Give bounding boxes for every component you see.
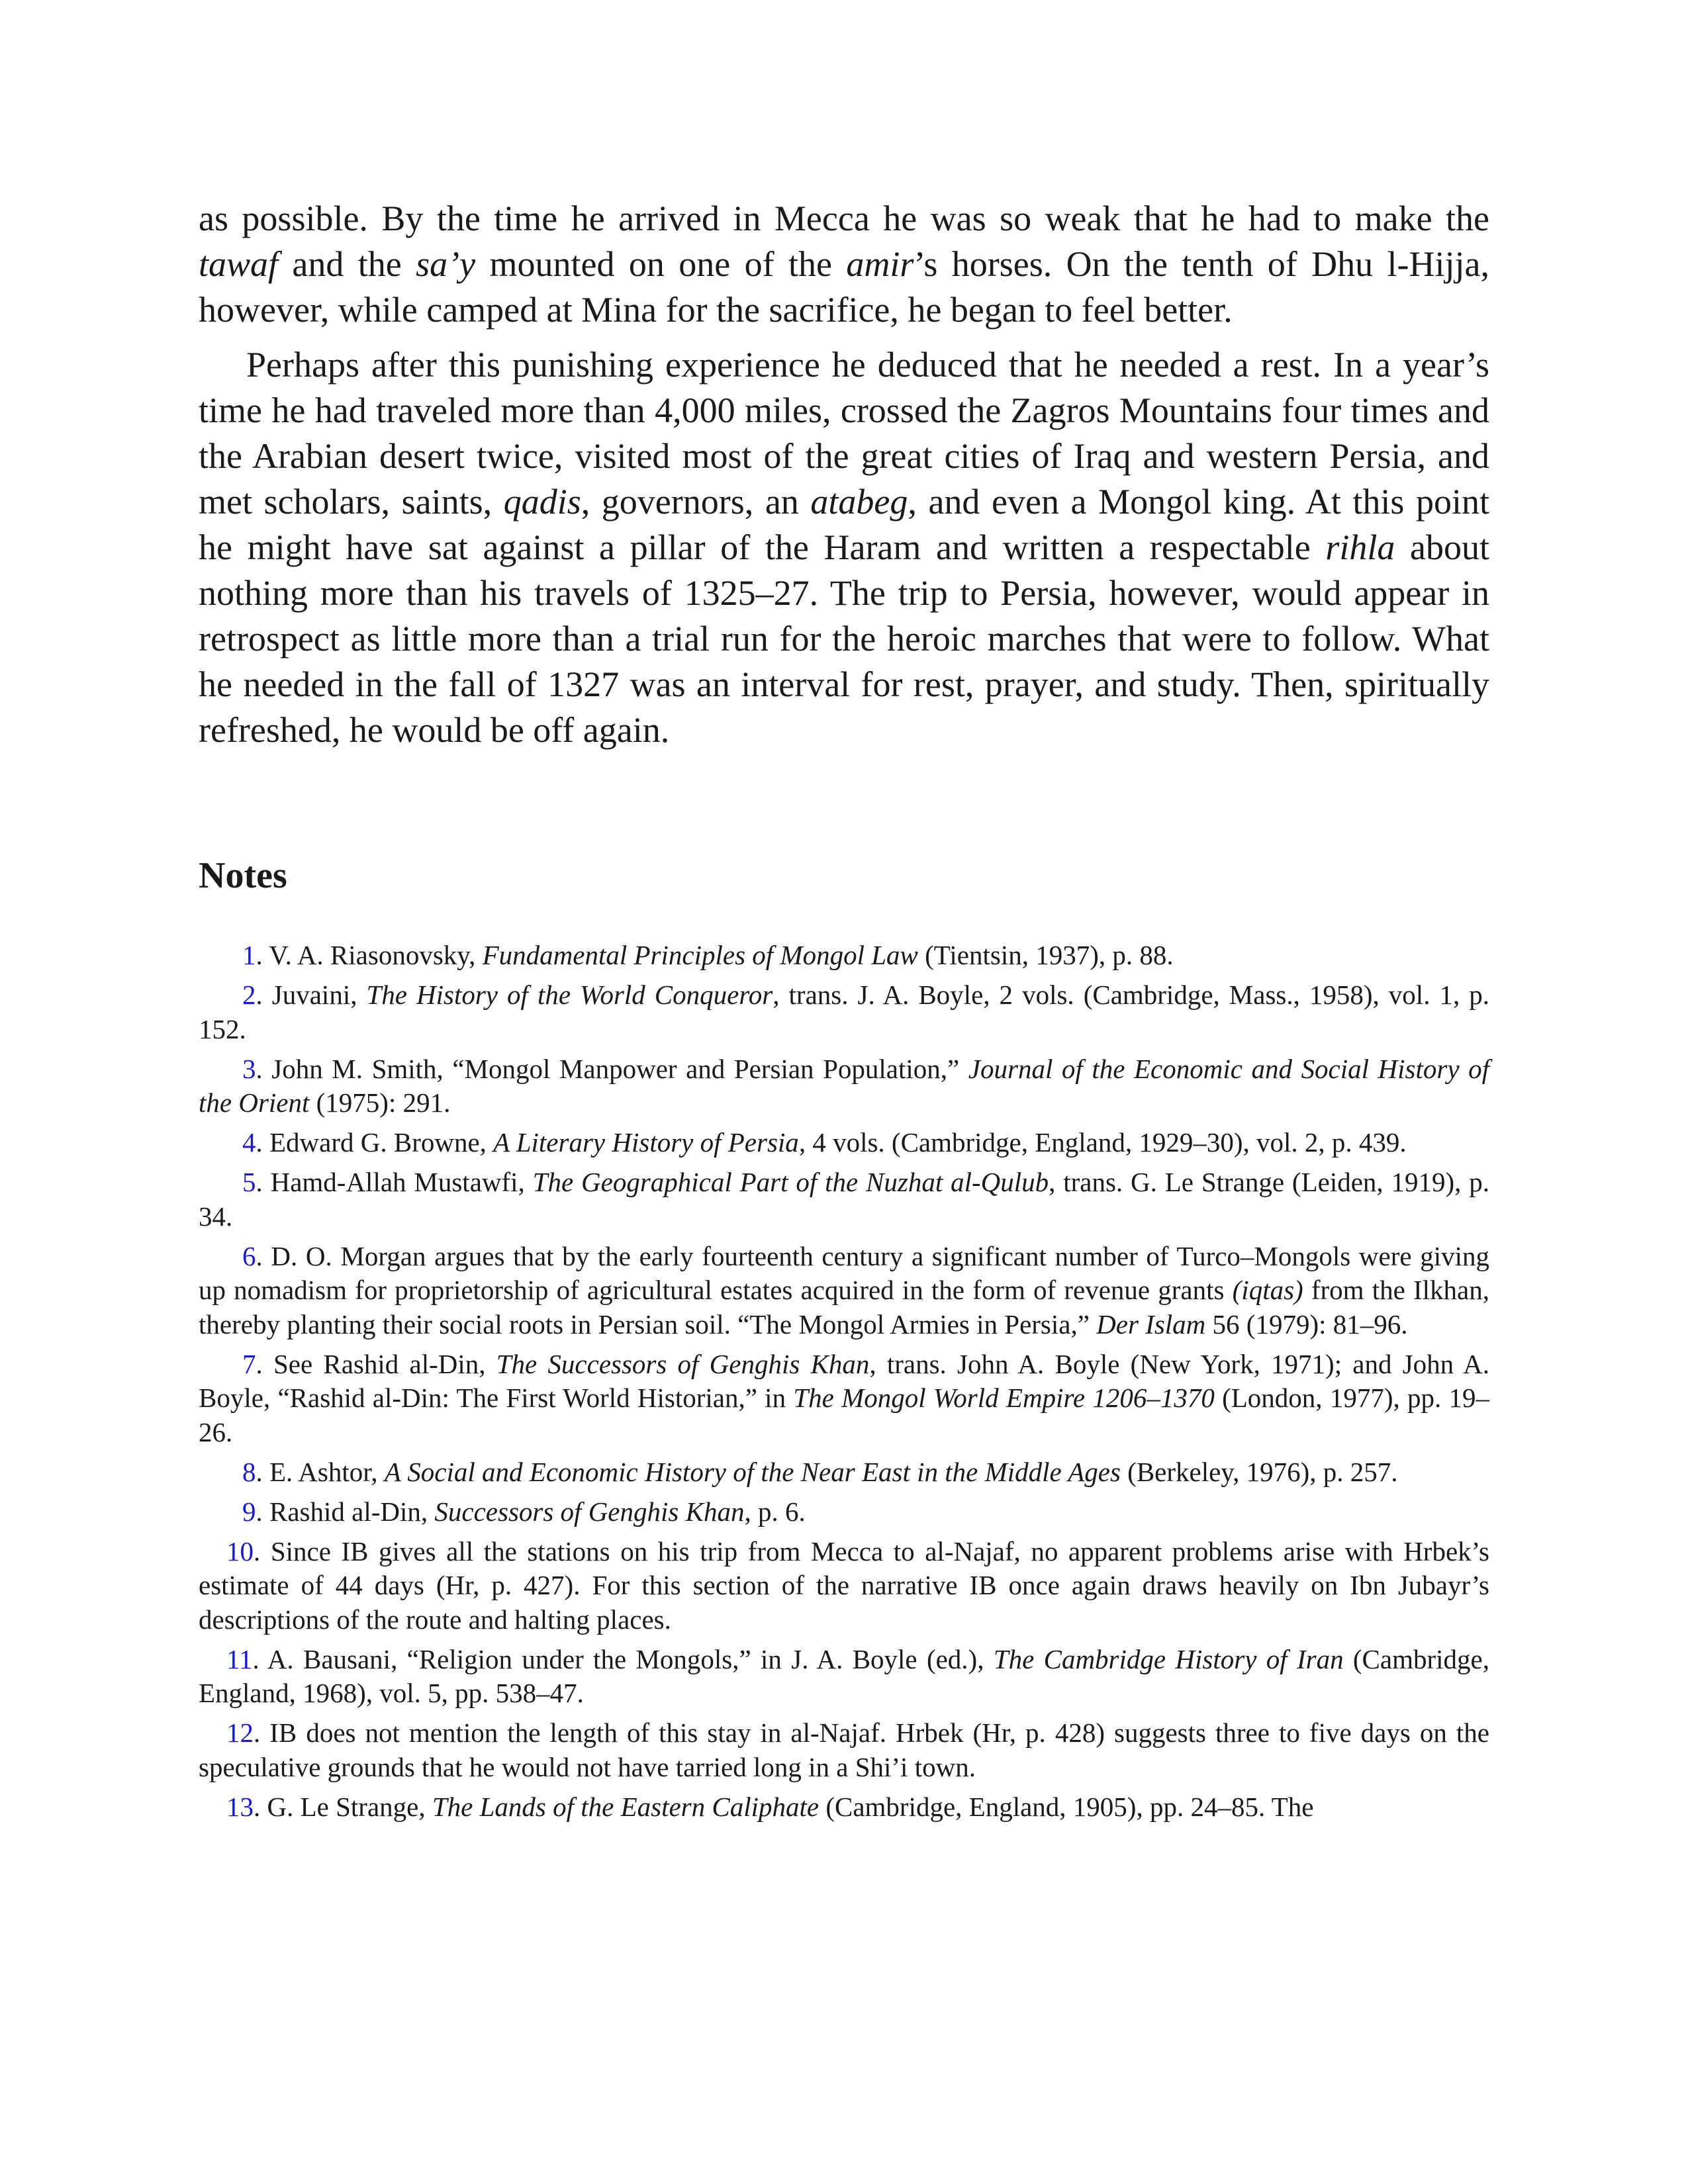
note-text: , trans. John A. Boyle (New York, 1971); and John A. Boyle, “Rashid al-Din: The First World Historian,” in xyxy=(199,1348,1489,1413)
text-run: mounted on one of the xyxy=(475,244,847,284)
italic-text: amir xyxy=(846,244,914,284)
note-text: . G. Le Strange, xyxy=(254,1791,432,1822)
text-run: ’s horses. On the tenth of Dhu l-Hijja, however, while camped at Mina for the sacrifice, he began to feel better. xyxy=(199,244,1489,330)
note-text: (1975): 291. xyxy=(309,1087,451,1118)
italic-text: atabeg xyxy=(810,482,908,522)
text-run: Perhaps after this punishing experience he deduced that he needed a rest. In a year’s time he had traveled more than 4,000 miles, crossed the Zagros Mountains four times and the Arabian desert twice, visited most of the great cities of Iraq and western Persia, and met scholars, saints, xyxy=(199,345,1489,522)
italic-text: The Successors of Genghis Khan xyxy=(496,1348,870,1379)
italic-text: The Geographical Part of the Nuzhat al-Qulub xyxy=(532,1167,1049,1197)
note-text: . D. O. Morgan argues that by the early fourteenth century a significant number of Turco–Mongols were giving up nomadism for proprietorship of agricultural estates acquired in the form of revenue grants xyxy=(199,1240,1489,1305)
note-item xyxy=(199,1716,1489,1784)
note-text: . Hamd-Allah Mustawfi, xyxy=(256,1167,533,1197)
note-text: , trans. J. A. Boyle, 2 vols. (Cambridge, Mass., 1958), vol. 1, p. 152. xyxy=(199,979,1489,1044)
note-text: . V. A. Riasonovsky, xyxy=(256,940,483,970)
note-text: . See Rashid al-Din, xyxy=(256,1348,496,1379)
note-item xyxy=(199,1126,1489,1160)
note-item xyxy=(199,1165,1489,1234)
note-text: . John M. Smith, “Mongol Manpower and Persian Population,” xyxy=(256,1053,968,1084)
note-text: . Since IB gives all the stations on his trip from Mecca to al-Najaf, no apparent problems arise with Hrbek’s estimate of 44 days (Hr, p. 427). For this section of the narrative IB once again draws heavily on Ibn Jubayr’s descriptions of the route and halting places. xyxy=(199,1535,1489,1635)
italic-text: Der Islam xyxy=(1096,1308,1206,1340)
note-number-link[interactable]: 4 xyxy=(242,1127,256,1158)
note-item xyxy=(199,1535,1489,1637)
note-item xyxy=(199,938,1489,973)
italic-text: A Literary History of Persia xyxy=(493,1127,799,1158)
note-item xyxy=(199,1790,1489,1825)
note-text: , 4 vols. (Cambridge, England, 1929–30), vol. 2, p. 439. xyxy=(798,1127,1407,1158)
italic-text: A Social and Economic History of the Near East in the Middle Ages xyxy=(384,1456,1121,1487)
note-item xyxy=(199,1455,1489,1490)
note-item xyxy=(199,1347,1489,1450)
italic-text: (iqtas) xyxy=(1232,1275,1303,1305)
note-number-link[interactable]: 3 xyxy=(242,1053,256,1084)
note-text: , p. 6. xyxy=(744,1496,806,1527)
note-text: 56 (1979): 81–96. xyxy=(1205,1308,1408,1340)
note-item xyxy=(199,1240,1489,1342)
notes-list xyxy=(199,938,1489,1824)
italic-text: The Lands of the Eastern Caliphate xyxy=(432,1791,820,1822)
body-text xyxy=(199,196,1489,753)
note-text: (Berkeley, 1976), p. 257. xyxy=(1120,1456,1398,1487)
note-number-link[interactable]: 5 xyxy=(242,1167,256,1197)
text-run: , governors, an xyxy=(581,482,811,522)
note-item xyxy=(199,1643,1489,1711)
note-text: (Cambridge, England, 1968), vol. 5, pp. 538–47. xyxy=(199,1643,1489,1708)
italic-text: qadis xyxy=(503,482,581,522)
italic-text: rihla xyxy=(1325,527,1395,567)
note-text: . E. Ashtor, xyxy=(256,1456,385,1487)
note-text: , trans. G. Le Strange (Leiden, 1919), p. 34. xyxy=(199,1167,1490,1232)
note-text: from the Ilkhan, thereby planting their social roots in Persian soil. “The Mongol Armies in Persia,” xyxy=(199,1275,1489,1340)
italic-text: sa’y xyxy=(416,244,476,284)
note-number-link[interactable]: 7 xyxy=(242,1348,256,1379)
note-number-link[interactable]: 11 xyxy=(226,1643,253,1674)
note-text: . Juvaini, xyxy=(256,979,367,1010)
note-item xyxy=(199,978,1489,1046)
note-number-link[interactable]: 8 xyxy=(242,1456,256,1487)
page xyxy=(199,196,1489,1830)
note-number-link[interactable]: 6 xyxy=(242,1240,256,1271)
note-number-link[interactable]: 13 xyxy=(226,1791,254,1822)
text-run: as possible. By the time he arrived in Mecca he was so weak that he had to make the xyxy=(199,199,1489,238)
text-run: , and even a Mongol king. At this point he might have sat against a pillar of the Haram and written a respectable xyxy=(199,482,1489,567)
italic-text: The Mongol World Empire 1206–1370 xyxy=(793,1383,1215,1413)
note-text: . Rashid al-Din, xyxy=(256,1496,435,1527)
italic-text: Journal of the Economic and Social History of the Orient xyxy=(199,1053,1490,1118)
note-number-link[interactable]: 9 xyxy=(242,1496,256,1527)
note-text: (London, 1977), pp. 19–26. xyxy=(199,1383,1489,1447)
italic-text: tawaf xyxy=(199,244,279,284)
note-text: . IB does not mention the length of this stay in al-Najaf. Hrbek (Hr, p. 428) suggests three to five days on the speculative grounds that he would not have tarried long in a Shi’i town. xyxy=(199,1717,1489,1782)
italic-text: Fundamental Principles of Mongol Law xyxy=(482,940,918,970)
italic-text: The Cambridge History of Iran xyxy=(993,1643,1344,1674)
text-run: and the xyxy=(278,244,416,284)
paragraph xyxy=(199,342,1489,753)
paragraph xyxy=(199,196,1489,333)
note-number-link[interactable]: 2 xyxy=(242,979,256,1010)
italic-text: The History of the World Conqueror xyxy=(366,979,773,1010)
note-number-link[interactable]: 10 xyxy=(226,1535,254,1567)
note-text: (Tientsin, 1937), p. 88. xyxy=(917,940,1174,970)
note-number-link[interactable]: 12 xyxy=(226,1717,254,1748)
italic-text: Successors of Genghis Khan xyxy=(434,1496,745,1527)
text-run: about nothing more than his travels of 1325–27. The trip to Persia, however, would appear in retrospect as little more than a trial run for the heroic marches that were to follow. What he needed in the fall of 1327 was an interval for rest, prayer, and study. Then, spiritually refreshed, he would be off again. xyxy=(199,527,1489,750)
notes-heading: Notes xyxy=(199,855,287,896)
note-text: . Edward G. Browne, xyxy=(256,1127,494,1158)
note-item xyxy=(199,1495,1489,1529)
note-item xyxy=(199,1052,1489,1120)
note-text: . A. Bausani, “Religion under the Mongols,” in J. A. Boyle (ed.), xyxy=(252,1643,994,1674)
note-text: (Cambridge, England, 1905), pp. 24–85. The xyxy=(819,1791,1314,1822)
note-number-link[interactable]: 1 xyxy=(242,940,256,970)
